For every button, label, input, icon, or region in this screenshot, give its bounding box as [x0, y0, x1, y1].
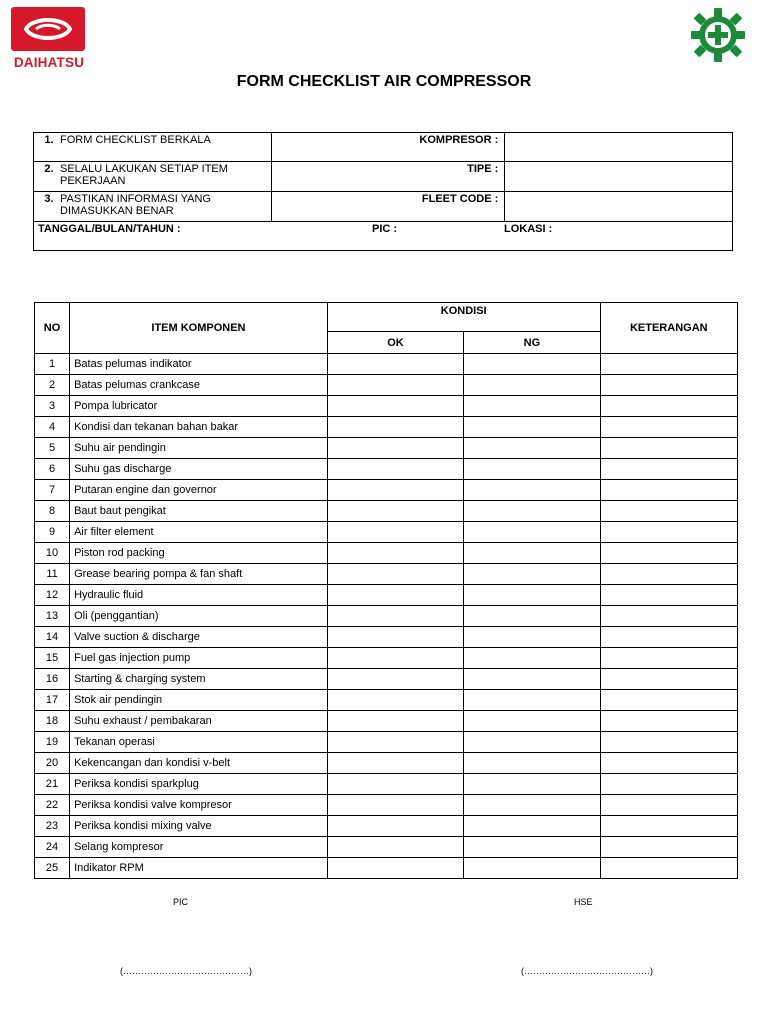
- row-ok-cell[interactable]: [327, 354, 463, 375]
- row-keterangan-cell[interactable]: [600, 501, 737, 522]
- row-item: Suhu air pendingin: [70, 438, 328, 459]
- row-ok-cell[interactable]: [327, 627, 463, 648]
- row-ok-cell[interactable]: [327, 501, 463, 522]
- row-ok-cell[interactable]: [327, 669, 463, 690]
- row-keterangan-cell[interactable]: [600, 711, 737, 732]
- row-ok-cell[interactable]: [327, 417, 463, 438]
- table-row: [35, 837, 738, 858]
- table-row: [35, 648, 738, 669]
- fleet-code-field[interactable]: [505, 192, 733, 222]
- row-no: 23: [35, 816, 70, 837]
- pic-label: PIC :: [372, 223, 398, 235]
- row-ng-cell[interactable]: [464, 690, 600, 711]
- header-item: ITEM KOMPONEN: [70, 303, 328, 354]
- row-item: Suhu gas discharge: [70, 459, 328, 480]
- row-keterangan-cell[interactable]: [600, 522, 737, 543]
- table-row: [35, 564, 738, 585]
- header-keterangan: KETERANGAN: [600, 303, 737, 354]
- kompresor-field[interactable]: [505, 133, 733, 162]
- row-ng-cell[interactable]: [464, 795, 600, 816]
- row-ok-cell[interactable]: [327, 732, 463, 753]
- row-ng-cell[interactable]: [464, 858, 600, 879]
- table-row: [35, 816, 738, 837]
- table-row: [35, 438, 738, 459]
- header-kondisi: KONDISI: [327, 303, 600, 332]
- row-ok-cell[interactable]: [327, 459, 463, 480]
- row-ng-cell[interactable]: [464, 837, 600, 858]
- row-item: Periksa kondisi valve kompresor: [70, 795, 328, 816]
- daihatsu-wordmark: DAIHATSU: [13, 55, 85, 70]
- info-text: SELALU LAKUKAN SETIAP ITEM PEKERJAAN: [60, 163, 228, 187]
- signature-pic-label: PIC: [173, 897, 189, 907]
- tipe-label: TIPE :: [271, 162, 504, 192]
- row-ng-cell[interactable]: [464, 753, 600, 774]
- row-ok-cell[interactable]: [327, 774, 463, 795]
- table-row: [35, 354, 738, 375]
- header-ng: NG: [464, 332, 600, 354]
- row-ng-cell[interactable]: [464, 774, 600, 795]
- info-item-2: [34, 162, 272, 192]
- row-ng-cell[interactable]: [464, 816, 600, 837]
- row-ng-cell[interactable]: [464, 648, 600, 669]
- row-ng-cell[interactable]: [464, 732, 600, 753]
- row-ok-cell[interactable]: [327, 690, 463, 711]
- row-ok-cell[interactable]: [327, 837, 463, 858]
- row-no: 5: [35, 438, 70, 459]
- table-row: [35, 858, 738, 879]
- row-no: 9: [35, 522, 70, 543]
- row-item: Piston rod packing: [70, 543, 328, 564]
- table-row: [35, 459, 738, 480]
- row-keterangan-cell[interactable]: [600, 480, 737, 501]
- row-ng-cell[interactable]: [464, 375, 600, 396]
- row-item: Selang kompresor: [70, 837, 328, 858]
- row-ok-cell[interactable]: [327, 648, 463, 669]
- row-keterangan-cell[interactable]: [600, 417, 737, 438]
- row-item: Periksa kondisi mixing valve: [70, 816, 328, 837]
- tanggal-label: TANGGAL/BULAN/TAHUN :: [38, 223, 181, 235]
- table-row: [35, 396, 738, 417]
- row-keterangan-cell[interactable]: [600, 837, 737, 858]
- row-no: 20: [35, 753, 70, 774]
- table-row: [35, 522, 738, 543]
- table-row: [35, 543, 738, 564]
- row-no: 8: [35, 501, 70, 522]
- table-row: [35, 669, 738, 690]
- row-ok-cell[interactable]: [327, 753, 463, 774]
- table-row: [35, 774, 738, 795]
- row-ng-cell[interactable]: [464, 711, 600, 732]
- signature-hse-label: HSE: [574, 897, 593, 907]
- row-no: 24: [35, 837, 70, 858]
- row-keterangan-cell[interactable]: [600, 648, 737, 669]
- row-ok-cell[interactable]: [327, 480, 463, 501]
- info-num: 3.: [44, 193, 54, 205]
- row-no: 4: [35, 417, 70, 438]
- row-keterangan-cell[interactable]: [600, 753, 737, 774]
- table-row: [35, 606, 738, 627]
- table-row: [35, 753, 738, 774]
- row-ng-cell[interactable]: [464, 438, 600, 459]
- row-keterangan-cell[interactable]: [600, 564, 737, 585]
- row-ok-cell[interactable]: [327, 816, 463, 837]
- row-ng-cell[interactable]: [464, 585, 600, 606]
- info-table: [33, 132, 733, 251]
- table-row: [35, 711, 738, 732]
- row-no: 12: [35, 585, 70, 606]
- row-item: Air filter element: [70, 522, 328, 543]
- row-item: Indikator RPM: [70, 858, 328, 879]
- row-ok-cell[interactable]: [327, 585, 463, 606]
- row-no: 2: [35, 375, 70, 396]
- row-item: Baut baut pengikat: [70, 501, 328, 522]
- row-keterangan-cell[interactable]: [600, 795, 737, 816]
- signature-pic-line: (……………………………………): [120, 966, 252, 976]
- row-ok-cell[interactable]: [327, 711, 463, 732]
- row-no: 22: [35, 795, 70, 816]
- row-item: Valve suction & discharge: [70, 627, 328, 648]
- info-num: 1.: [44, 134, 54, 146]
- row-ng-cell[interactable]: [464, 501, 600, 522]
- row-item: Batas pelumas indikator: [70, 354, 328, 375]
- row-item: Tekanan operasi: [70, 732, 328, 753]
- daihatsu-mark-icon: [11, 7, 85, 51]
- row-keterangan-cell[interactable]: [600, 438, 737, 459]
- row-keterangan-cell[interactable]: [600, 375, 737, 396]
- row-keterangan-cell[interactable]: [600, 606, 737, 627]
- lokasi-label: LOKASI :: [504, 223, 553, 235]
- row-ng-cell[interactable]: [464, 627, 600, 648]
- row-ok-cell[interactable]: [327, 543, 463, 564]
- signature-hse-line: (……………………………………): [521, 966, 653, 976]
- row-keterangan-cell[interactable]: [600, 690, 737, 711]
- daihatsu-logo: [11, 7, 87, 70]
- table-row: [35, 690, 738, 711]
- table-row: [35, 501, 738, 522]
- row-keterangan-cell[interactable]: [600, 732, 737, 753]
- row-no: 13: [35, 606, 70, 627]
- row-no: 16: [35, 669, 70, 690]
- row-ok-cell[interactable]: [327, 858, 463, 879]
- kompresor-label: KOMPRESOR :: [271, 133, 504, 162]
- table-row: [35, 480, 738, 501]
- row-item: Periksa kondisi sparkplug: [70, 774, 328, 795]
- row-ng-cell[interactable]: [464, 564, 600, 585]
- row-no: 7: [35, 480, 70, 501]
- row-keterangan-cell[interactable]: [600, 627, 737, 648]
- row-ng-cell[interactable]: [464, 669, 600, 690]
- info-item-3: [34, 192, 272, 222]
- row-keterangan-cell[interactable]: [600, 774, 737, 795]
- row-no: 15: [35, 648, 70, 669]
- row-ng-cell[interactable]: [464, 459, 600, 480]
- header-no: NO: [35, 303, 70, 354]
- row-keterangan-cell[interactable]: [600, 543, 737, 564]
- row-ng-cell[interactable]: [464, 543, 600, 564]
- table-row: [35, 417, 738, 438]
- row-ok-cell[interactable]: [327, 522, 463, 543]
- row-keterangan-cell[interactable]: [600, 816, 737, 837]
- row-ok-cell[interactable]: [327, 396, 463, 417]
- row-no: 10: [35, 543, 70, 564]
- row-item: Stok air pendingin: [70, 690, 328, 711]
- row-ng-cell[interactable]: [464, 417, 600, 438]
- row-item: Fuel gas injection pump: [70, 648, 328, 669]
- row-no: 19: [35, 732, 70, 753]
- info-text: FORM CHECKLIST BERKALA: [60, 134, 211, 146]
- row-keterangan-cell[interactable]: [600, 585, 737, 606]
- row-keterangan-cell[interactable]: [600, 354, 737, 375]
- row-keterangan-cell[interactable]: [600, 669, 737, 690]
- row-item: Hydraulic fluid: [70, 585, 328, 606]
- row-no: 18: [35, 711, 70, 732]
- row-no: 3: [35, 396, 70, 417]
- row-ok-cell[interactable]: [327, 438, 463, 459]
- row-ng-cell[interactable]: [464, 354, 600, 375]
- fleet-code-label: FLEET CODE :: [271, 192, 504, 222]
- info-text: PASTIKAN INFORMASI YANG DIMASUKKAN BENAR: [60, 193, 211, 217]
- tipe-field[interactable]: [505, 162, 733, 192]
- row-ok-cell[interactable]: [327, 795, 463, 816]
- table-row: [35, 795, 738, 816]
- row-keterangan-cell[interactable]: [600, 858, 737, 879]
- date-pic-location-row[interactable]: [34, 222, 733, 251]
- page-title: FORM CHECKLIST AIR COMPRESSOR: [236, 73, 532, 90]
- row-no: 6: [35, 459, 70, 480]
- row-item: Oli (penggantian): [70, 606, 328, 627]
- row-item: Kekencangan dan kondisi v-belt: [70, 753, 328, 774]
- row-no: 21: [35, 774, 70, 795]
- row-item: Putaran engine dan governor: [70, 480, 328, 501]
- row-ok-cell[interactable]: [327, 375, 463, 396]
- row-no: 25: [35, 858, 70, 879]
- info-num: 2.: [44, 163, 54, 175]
- row-ng-cell[interactable]: [464, 396, 600, 417]
- row-ng-cell[interactable]: [464, 522, 600, 543]
- header-ok: OK: [327, 332, 463, 354]
- row-item: Suhu exhaust / pembakaran: [70, 711, 328, 732]
- row-item: Grease bearing pompa & fan shaft: [70, 564, 328, 585]
- info-item-1: [34, 133, 272, 162]
- row-item: Starting & charging system: [70, 669, 328, 690]
- row-item: Pompa lubricator: [70, 396, 328, 417]
- row-item: Batas pelumas crankcase: [70, 375, 328, 396]
- table-row: [35, 732, 738, 753]
- row-no: 17: [35, 690, 70, 711]
- k3-safety-icon: [678, 6, 758, 64]
- row-no: 14: [35, 627, 70, 648]
- row-item: Kondisi dan tekanan bahan bakar: [70, 417, 328, 438]
- table-row: [35, 627, 738, 648]
- row-no: 1: [35, 354, 70, 375]
- row-no: 11: [35, 564, 70, 585]
- row-ng-cell[interactable]: [464, 606, 600, 627]
- table-row: [35, 375, 738, 396]
- row-keterangan-cell[interactable]: [600, 459, 737, 480]
- row-keterangan-cell[interactable]: [600, 396, 737, 417]
- row-ng-cell[interactable]: [464, 480, 600, 501]
- checklist-table: [34, 302, 738, 879]
- row-ok-cell[interactable]: [327, 606, 463, 627]
- table-row: [35, 585, 738, 606]
- row-ok-cell[interactable]: [327, 564, 463, 585]
